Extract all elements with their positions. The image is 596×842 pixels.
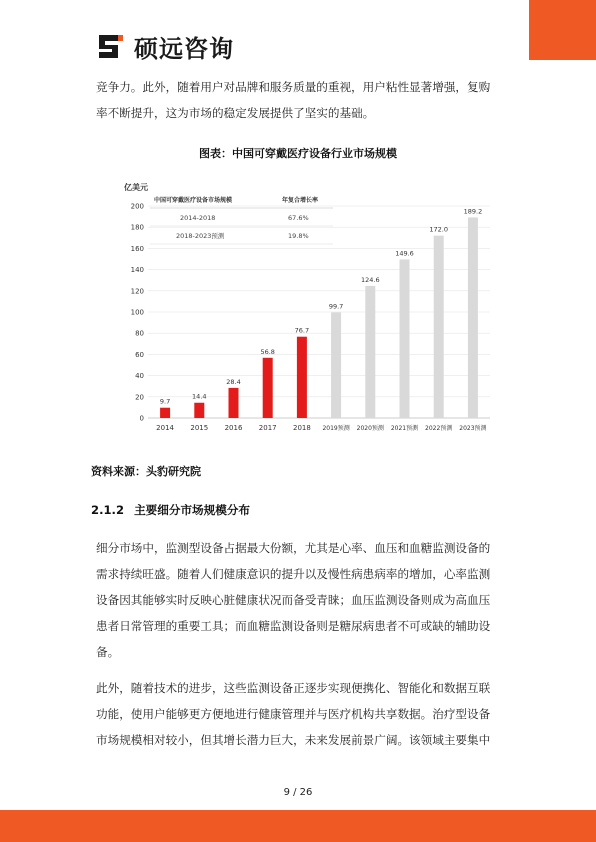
inset-table-cell: 2018-2023预测	[176, 232, 225, 240]
y-tick-label: 20	[135, 393, 144, 402]
bar-value-label: 76.7	[294, 326, 310, 335]
text-line: 率不断提升，这为市场的稳定发展提供了坚实的基础。	[96, 106, 375, 120]
bar-actual	[229, 388, 239, 418]
x-axis-ticks	[156, 424, 486, 432]
text-line: 需求持续旺盛。随着人们健康意识的提升以及慢性病患病率的增加，心率监测	[96, 567, 491, 581]
text-line: 患者日常管理的重要工具；而血糖监测设备则是糖尿病患者不可或缺的辅助设	[96, 619, 491, 633]
bar-forecast	[331, 312, 341, 418]
y-tick-label: 60	[135, 350, 144, 359]
bar-value-label: 99.7	[328, 302, 344, 311]
brand-mark-icon	[96, 31, 126, 61]
bar-value-label: 14.4	[192, 392, 207, 401]
section-number: 2.1.2	[91, 503, 125, 517]
text-line: 功能，使用户能够更方便地进行健康管理并与医疗机构共享数据。治疗型设备	[96, 707, 491, 721]
bar-forecast	[434, 236, 444, 418]
bar-value-label: 149.6	[395, 249, 414, 258]
inset-table-cell: 2014-2018	[180, 214, 216, 222]
page-number: 9 / 26	[283, 787, 313, 798]
y-tick-label: 160	[130, 244, 144, 253]
bar-forecast	[400, 259, 410, 418]
y-tick-label: 120	[130, 287, 144, 296]
bar-actual	[263, 358, 273, 418]
y-tick-label: 80	[135, 329, 144, 338]
x-tick-label: 2020预测	[356, 425, 384, 432]
header-accent-block	[529, 0, 596, 60]
bar-actual	[194, 403, 204, 418]
intro-paragraph	[96, 74, 504, 126]
inset-table-header-2: 年复合增长率	[282, 197, 319, 204]
body-paragraph-2	[96, 675, 504, 753]
y-axis-unit: 亿美元	[124, 183, 148, 192]
footer-accent-bar	[0, 810, 596, 842]
bar-value-label: 172.0	[429, 225, 449, 234]
bar-actual	[297, 337, 307, 418]
y-tick-label: 100	[130, 308, 144, 317]
x-tick-label: 2019预测	[322, 425, 350, 432]
y-tick-label: 40	[135, 372, 144, 381]
bar-forecast	[468, 217, 478, 418]
body-paragraph-1	[96, 535, 504, 665]
bar-value-label: 189.2	[463, 207, 483, 216]
x-tick-label: 2014	[156, 424, 175, 432]
text-line: 竞争力。此外，随着用户对品牌和服务质量的重视，用户粘性显著增强，复购	[96, 80, 491, 94]
text-line: 备。	[96, 645, 120, 659]
inset-table-cell: 19.8%	[288, 232, 309, 240]
brand-logo	[96, 31, 234, 61]
figure-title: 图表：中国可穿戴医疗设备行业市场规模	[199, 147, 397, 160]
bar-value-label: 124.6	[360, 275, 380, 284]
text-line: 此外，随着技术的进步，这些监测设备正逐步实现便携化、智能化和数据互联	[96, 681, 491, 695]
text-line: 市场规模相对较小，但其增长潜力巨大，未来发展前景广阔。该领域主要集中	[96, 733, 491, 747]
bar-value-label: 28.4	[226, 377, 241, 386]
inset-table-header-1: 中国可穿戴医疗设备市场规模	[154, 197, 233, 204]
x-tick-label: 2022预测	[425, 425, 453, 432]
x-tick-label: 2018	[292, 424, 311, 432]
x-tick-label: 2015	[190, 424, 209, 432]
x-tick-label: 2016	[224, 424, 243, 432]
chart-canvas	[118, 178, 498, 440]
text-line: 细分市场中，监测型设备占据最大份额，尤其是心率、血压和血糖监测设备的	[96, 541, 491, 555]
inset-table	[150, 196, 333, 244]
text-line: 设备因其能够实时反映心脏健康状况而备受青睐；血压监测设备则成为高血压	[96, 593, 491, 607]
brand-name: 硕远咨询	[134, 34, 234, 63]
market-size-chart	[118, 178, 498, 440]
bar-forecast	[365, 286, 375, 418]
y-tick-label: 180	[130, 223, 144, 232]
figure-source: 资料来源：头豹研究院	[91, 465, 201, 478]
y-axis-ticks	[131, 203, 144, 423]
x-tick-label: 2023预测	[459, 425, 487, 432]
x-tick-label: 2017	[258, 424, 277, 432]
bar-value-label: 9.7	[159, 397, 171, 406]
y-tick-label: 140	[130, 266, 144, 275]
y-tick-label: 0	[139, 414, 144, 423]
bar-value-label: 56.8	[260, 347, 275, 356]
inset-table-cell: 67.6%	[288, 214, 309, 222]
section-heading	[91, 502, 250, 518]
bar-actual	[160, 408, 170, 418]
x-tick-label: 2021预测	[390, 425, 419, 432]
y-tick-label: 200	[130, 202, 144, 211]
section-title: 主要细分市场规模分布	[134, 503, 251, 517]
